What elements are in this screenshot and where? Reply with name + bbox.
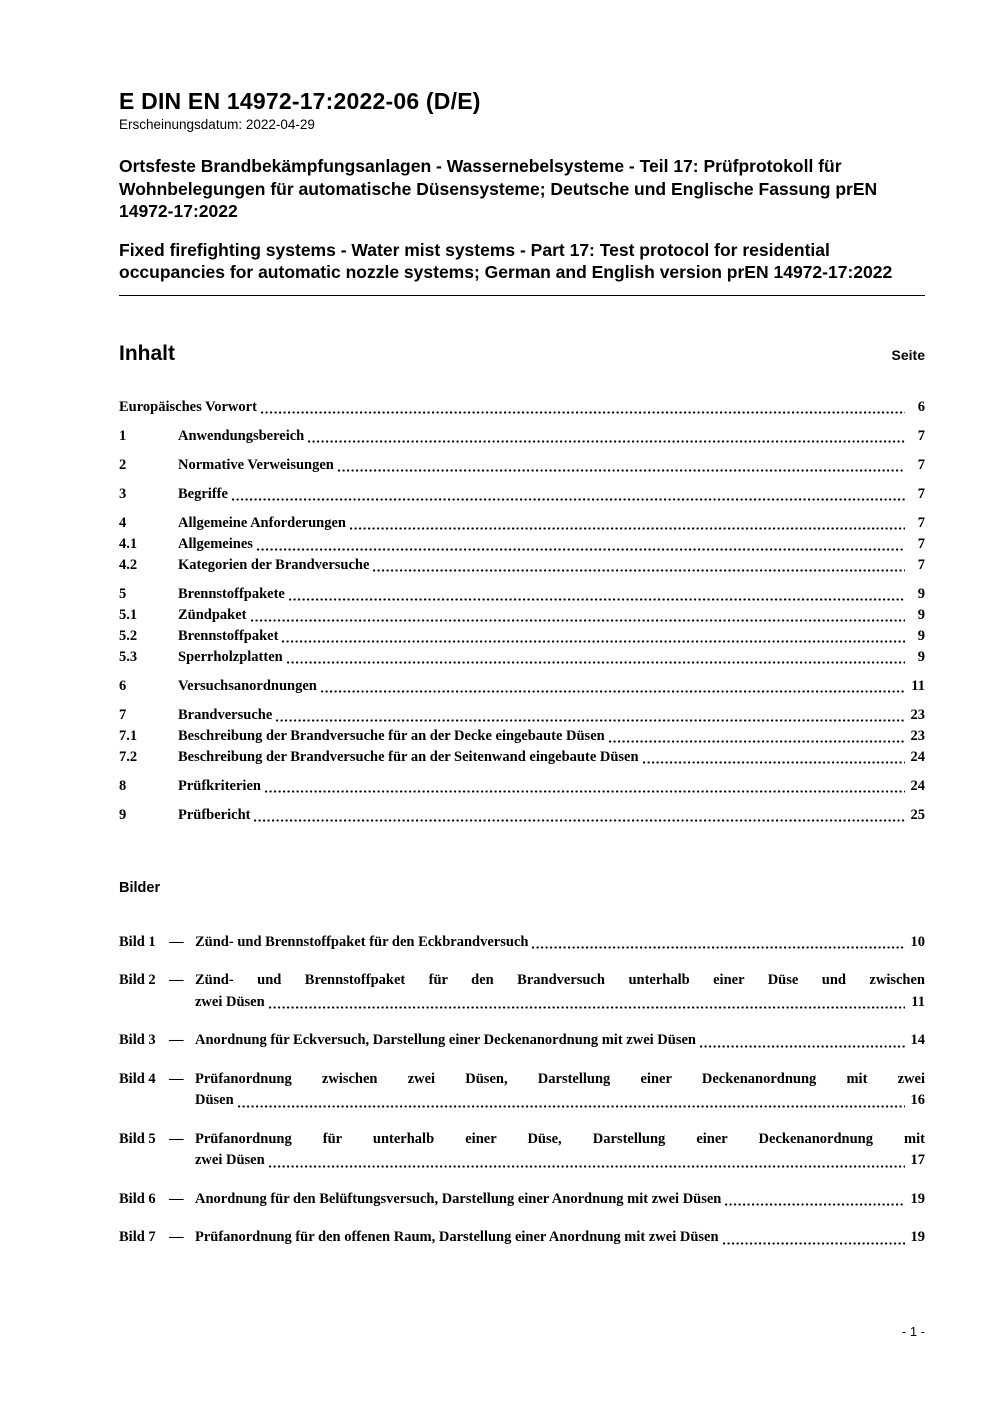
figure-entry-body — [195, 1189, 925, 1211]
dot-leader — [238, 1105, 905, 1108]
toc-entry[interactable] — [119, 676, 925, 697]
doc-title-english: Fixed firefighting systems - Water mist systems - Part 17: Test protocol for residential occupancies for automatic nozzle systems; German and English version prEN 14972-17:2022 — [119, 239, 925, 296]
toc-entry-number: 5.3 — [119, 648, 138, 665]
toc-entry-label: Brennstoffpakete — [178, 585, 285, 602]
toc-entry[interactable] — [119, 705, 925, 726]
figure-entry[interactable] — [119, 1129, 925, 1172]
page-number-footer: - 1 - — [901, 1324, 925, 1339]
toc-entry-label: Europäisches Vorwort — [119, 398, 257, 415]
figure-entry-dash: — — [169, 1032, 184, 1048]
dot-leader — [251, 619, 905, 622]
toc-page-column-label: Seite — [891, 346, 925, 363]
figure-entry-last-line — [195, 932, 925, 954]
publish-date: Erscheinungsdatum: 2022-04-29 — [119, 117, 315, 132]
toc-entry-label: Beschreibung der Brandversuche für an der Decke eingebaute Düsen — [178, 727, 605, 744]
toc-entry[interactable] — [119, 584, 925, 605]
toc-entry-page: 9 — [917, 627, 925, 644]
figure-entry-page: 19 — [910, 1229, 925, 1245]
toc-entry[interactable] — [119, 626, 925, 647]
figure-entry-label: Bild 1 — [119, 933, 156, 950]
toc-entry-label: Begriffe — [178, 485, 228, 502]
dot-leader — [700, 1045, 905, 1048]
toc-entry[interactable] — [119, 647, 925, 668]
toc-entry-number: 9 — [119, 806, 127, 823]
toc-entry-number: 5.2 — [119, 627, 138, 644]
toc-entry-number: 1 — [119, 427, 127, 444]
dot-leader — [350, 527, 905, 530]
figure-entry-label: Bild 3 — [119, 1032, 156, 1048]
toc-entry[interactable] — [119, 513, 925, 534]
toc-entry-number: 4.1 — [119, 535, 138, 552]
toc-entry-page: 7 — [917, 514, 925, 531]
figure-entry-text: zwei Düsen — [195, 1152, 265, 1168]
toc-entry-number: 7.1 — [119, 727, 138, 744]
dot-leader — [257, 548, 905, 551]
toc-entry[interactable] — [119, 455, 925, 476]
toc-entry-number: 8 — [119, 777, 127, 794]
toc-entry-number: 6 — [119, 677, 127, 694]
figure-entry-text-line: Zünd- und Brennstoffpaket für den Brandversuch unterhalb einer Düse und zwischen — [195, 972, 925, 988]
toc-entry-number: 7 — [119, 706, 127, 723]
toc-list — [119, 397, 925, 826]
toc-entry-page: 11 — [911, 677, 925, 694]
figure-entry-last-line — [195, 1090, 925, 1112]
figure-entry-dash: — — [169, 1070, 184, 1087]
figure-entry-page: 10 — [910, 933, 925, 950]
figure-entry-text-line: Prüfanordnung für unterhalb einer Düse, Darstellung einer Deckenanordnung mit — [195, 1130, 925, 1147]
toc-entry-label: Kategorien der Brandversuche — [178, 556, 370, 573]
toc-entry-number: 4 — [119, 514, 127, 531]
dot-leader — [723, 1242, 905, 1245]
figure-entry-page: 16 — [910, 1092, 925, 1108]
dot-leader — [308, 440, 905, 443]
dot-leader — [269, 1006, 905, 1009]
figure-entry-body — [195, 1227, 925, 1249]
toc-entry-label: Allgemeine Anforderungen — [178, 514, 346, 531]
dot-leader — [232, 498, 905, 501]
figure-entry-body — [195, 1129, 925, 1172]
figure-entry-last-line — [195, 1150, 925, 1172]
doc-title-german: Ortsfeste Brandbekämpfungsanlagen - Wassernebelsysteme - Teil 17: Prüfprotokoll für Wohnbelegungen für automatische Düsensysteme; Deutsche und Englische Fassung prEN 14972-17:2022 — [119, 156, 878, 221]
figure-entry-text: Anordnung für den Belüftungsversuch, Darstellung einer Anordnung mit zwei Düsen — [195, 1190, 722, 1207]
figure-entry-label: Bild 7 — [119, 1229, 156, 1245]
toc-entry-page: 24 — [910, 748, 925, 765]
toc-entry-number: 7.2 — [119, 748, 138, 765]
figure-entry-body — [195, 1030, 925, 1052]
toc-entry-page: 24 — [910, 777, 925, 794]
dot-leader — [643, 761, 905, 764]
toc-entry[interactable] — [119, 555, 925, 576]
figure-entry-last-line — [195, 1227, 925, 1249]
dot-leader — [532, 946, 905, 949]
figure-entry-dash: — — [169, 1190, 184, 1207]
toc-header — [119, 342, 925, 366]
toc-entry-page: 9 — [917, 585, 925, 602]
figure-entry-dash: — — [169, 1229, 184, 1245]
figure-entry-last-line — [195, 992, 925, 1014]
figure-entry-text-line: Prüfanordnung zwischen zwei Düsen, Darstellung einer Deckenanordnung mit zwei — [195, 1070, 925, 1087]
figure-entry-label: Bild 2 — [119, 972, 156, 988]
figure-entry[interactable] — [119, 1189, 925, 1211]
figure-entry-page: 17 — [910, 1152, 925, 1168]
toc-entry[interactable] — [119, 605, 925, 626]
toc-entry[interactable] — [119, 805, 925, 826]
toc-entry-label: Prüfbericht — [178, 806, 251, 823]
toc-entry-label: Anwendungsbereich — [178, 427, 305, 444]
figure-entry-body — [195, 1069, 925, 1112]
figure-entry[interactable] — [119, 932, 925, 954]
figure-entry-page: 11 — [911, 993, 925, 1010]
toc-entry[interactable] — [119, 484, 925, 505]
dot-leader — [276, 719, 905, 722]
figure-entry-text: Anordnung für Eckversuch, Darstellung einer Deckenanordnung mit zwei Düsen — [195, 1032, 696, 1048]
toc-entry-label: Allgemeines — [178, 535, 253, 552]
toc-entry-page: 9 — [917, 648, 925, 665]
toc-entry-page: 9 — [917, 606, 925, 623]
toc-entry-page: 7 — [917, 485, 925, 502]
toc-entry-page: 7 — [917, 556, 925, 573]
toc-entry-label: Beschreibung der Brandversuche für an der Seitenwand eingebaute Düsen — [178, 748, 639, 765]
figure-entry-dash: — — [169, 1130, 184, 1147]
toc-entry-page: 23 — [910, 706, 925, 723]
figure-entry-label: Bild 6 — [119, 1190, 156, 1207]
toc-entry[interactable] — [119, 776, 925, 797]
toc-entry[interactable] — [119, 726, 925, 747]
toc-heading: Inhalt — [119, 341, 175, 365]
toc-entry-number: 2 — [119, 456, 127, 473]
dot-leader — [289, 598, 905, 601]
figures-list — [119, 932, 925, 1249]
figure-entry[interactable] — [119, 1069, 925, 1112]
toc-entry-label: Normative Verweisungen — [178, 456, 334, 473]
figure-entry[interactable] — [119, 970, 925, 1013]
figure-entry-dash: — — [169, 933, 184, 950]
doc-number: E DIN EN 14972-17:2022-06 (D/E) — [119, 88, 481, 114]
toc-entry-page: 6 — [917, 398, 925, 415]
toc-entry[interactable] — [119, 397, 925, 418]
figure-entry-body — [195, 932, 925, 954]
toc-entry-page: 7 — [917, 535, 925, 552]
figure-entry-text: Düsen — [195, 1092, 234, 1108]
toc-entry-label: Sperrholzplatten — [178, 648, 283, 665]
figure-entry-last-line — [195, 1189, 925, 1211]
dot-leader — [287, 661, 905, 664]
dot-leader — [321, 690, 905, 693]
dot-leader — [282, 640, 905, 643]
toc-entry-label: Zündpaket — [178, 606, 247, 623]
toc-entry-label: Versuchsanordnungen — [178, 677, 317, 694]
toc-entry[interactable] — [119, 426, 925, 447]
toc-entry[interactable] — [119, 747, 925, 768]
figure-entry-page: 19 — [910, 1190, 925, 1207]
dot-leader — [269, 1165, 905, 1168]
figure-entry-last-line — [195, 1030, 925, 1052]
figure-entry-text: Prüfanordnung für den offenen Raum, Darstellung einer Anordnung mit zwei Düsen — [195, 1229, 719, 1245]
figure-entry-page: 14 — [910, 1032, 925, 1048]
dot-leader — [254, 819, 905, 822]
dot-leader — [261, 411, 905, 414]
figure-entry[interactable] — [119, 1227, 925, 1249]
figure-entry-body — [195, 970, 925, 1013]
figure-entry-text: zwei Düsen — [195, 993, 265, 1010]
toc-entry-number: 5.1 — [119, 606, 138, 623]
dot-leader — [609, 740, 905, 743]
dot-leader — [725, 1203, 905, 1206]
figure-entry-label: Bild 5 — [119, 1130, 156, 1147]
figure-entry-text: Zünd- und Brennstoffpaket für den Eckbrandversuch — [195, 933, 529, 950]
toc-entry-label: Brennstoffpaket — [178, 627, 279, 644]
figures-heading: Bilder — [119, 879, 161, 896]
dot-leader — [373, 569, 905, 572]
toc-entry-number: 4.2 — [119, 556, 138, 573]
toc-entry-label: Brandversuche — [178, 706, 273, 723]
toc-entry-number: 3 — [119, 485, 127, 502]
toc-entry-number: 5 — [119, 585, 127, 602]
toc-entry-label: Prüfkriterien — [178, 777, 261, 794]
toc-entry-page: 23 — [910, 727, 925, 744]
figure-entry[interactable] — [119, 1030, 925, 1052]
toc-entry[interactable] — [119, 534, 925, 555]
figure-entry-label: Bild 4 — [119, 1070, 156, 1087]
figure-entry-dash: — — [169, 972, 184, 988]
toc-entry-page: 25 — [910, 806, 925, 823]
dot-leader — [338, 469, 905, 472]
dot-leader — [265, 790, 905, 793]
toc-entry-page: 7 — [917, 456, 925, 473]
toc-entry-page: 7 — [917, 427, 925, 444]
